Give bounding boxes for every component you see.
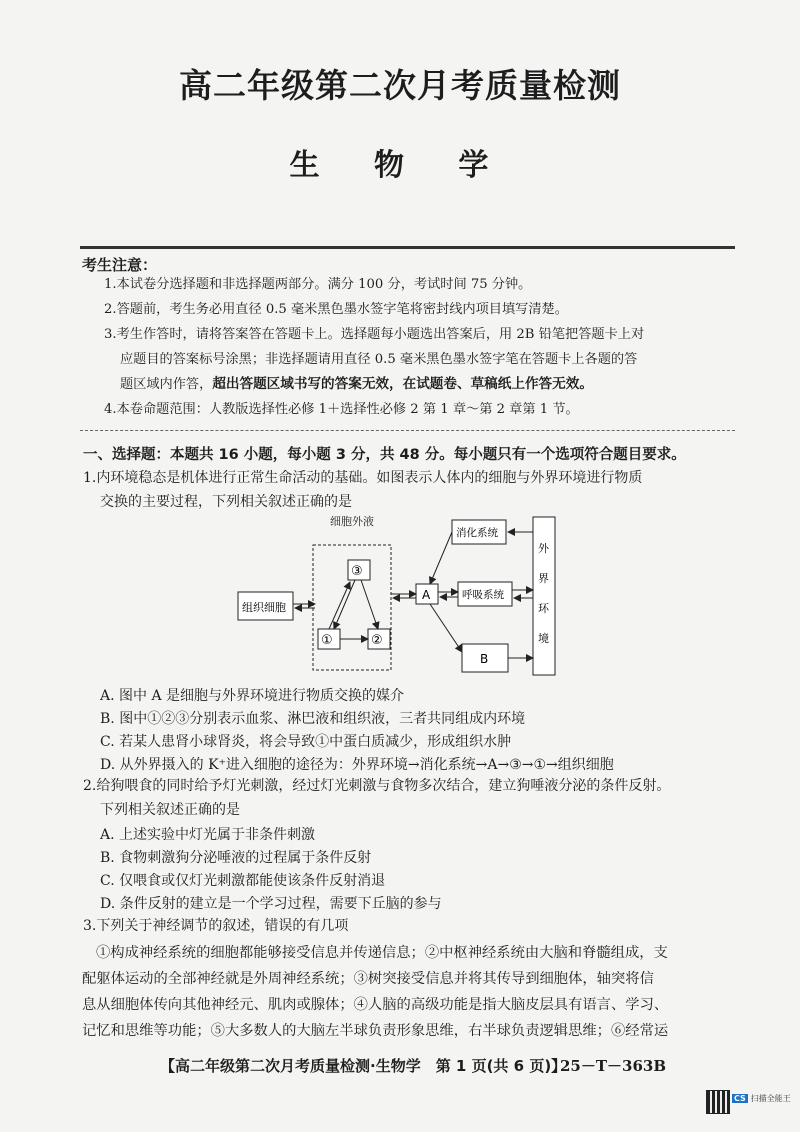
- extracellular-label: 细胞外液: [330, 515, 374, 528]
- exam-title: 高二年级第二次月考质量检测: [179, 66, 621, 105]
- notice-line-6: 4.本卷命题范围：人教版选择性必修 1＋选择性必修 2 第 1 章～第 2 章第 1 节。: [104, 402, 579, 417]
- q1-option-a: A. 图中 A 是细胞与外界环境进行物质交换的媒介: [100, 688, 405, 704]
- notice-line-1: 1.本试卷分选择题和非选择题两部分。满分 100 分，考试时间 75 分钟。: [104, 277, 532, 292]
- scanner-label: 扫描全能王: [750, 1094, 791, 1103]
- respiratory-system-label: 呼吸系统: [462, 589, 504, 601]
- q1-option-b: B. 图中①②③分别表示血浆、淋巴液和组织液，三者共同组成内环境: [100, 711, 526, 727]
- node-b-label: B: [480, 652, 489, 666]
- q3-para-line-4: 记忆和思维等功能；⑤大多数人的大脑左半球负责形象思维，右半球负责逻辑思维；⑥经常运: [82, 1023, 669, 1039]
- notice-bold-warning: 超出答题区域书写的答案无效，在试题卷、草稿纸上作答无效。: [212, 376, 593, 392]
- subject-title: 生 物 学: [289, 148, 511, 183]
- q2-stem-line-1: 2.给狗喂食的同时给予灯光刺激，经过灯光刺激与食物多次结合，建立狗唾液分泌的条件反射。: [83, 778, 671, 794]
- digestive-system-label: 消化系统: [456, 527, 498, 539]
- q2-option-a: A. 上述实验中灯光属于非条件刺激: [100, 827, 316, 843]
- qr-code-icon: [706, 1090, 730, 1114]
- external-environment-box: [533, 517, 555, 675]
- exam-code: 25－T－363B: [560, 1057, 667, 1075]
- q3-para-line-3: 息从细胞体传向其他神经元、肌肉或腺体；④人脑的高级功能是指大脑皮层具有语言、学习、: [82, 997, 669, 1013]
- node-a-label: A: [422, 588, 431, 602]
- tissue-cell-label: 组织细胞: [242, 601, 286, 614]
- q1-diagram: [230, 512, 570, 682]
- external-char-2: 界: [538, 572, 549, 585]
- page-footer: 【高二年级第二次月考质量检测·生物学 第 1 页(共 6 页)】: [160, 1057, 567, 1075]
- q3-para-line-2: 配躯体运动的全部神经就是外周神经系统；③树突接受信息并将其传导到细胞体，轴突将信: [82, 971, 654, 987]
- q1-stem-line-2: 交换的主要过程，下列相关叙述正确的是: [100, 494, 352, 510]
- external-char-4: 境: [538, 632, 549, 645]
- notice-line-5-text: 题区域内作答，: [120, 377, 213, 392]
- node-1-label: ①: [321, 633, 333, 648]
- notice-title: 考生注意：: [82, 256, 158, 274]
- notice-divider: [80, 430, 735, 431]
- node-3-label: ③: [351, 564, 363, 579]
- notice-line-3: 3.考生作答时，请将答案答在答题卡上。选择题每小题选出答案后，用 2B 铅笔把答题卡上对: [104, 327, 645, 342]
- scanner-logo-icon: CS: [734, 1094, 746, 1103]
- q2-stem-line-2: 下列相关叙述正确的是: [100, 802, 240, 818]
- section-heading: 一、选择题：本题共 16 小题，每小题 3 分，共 48 分。每小题只有一个选项符合题目要求。: [83, 447, 686, 463]
- external-char-3: 环: [538, 602, 549, 615]
- external-char-1: 外: [538, 542, 549, 555]
- node-2-label: ②: [371, 633, 383, 648]
- q2-option-c: C. 仅喂食或仅灯光刺激都能使该条件反射消退: [100, 873, 386, 889]
- q2-option-d: D. 条件反射的建立是一个学习过程，需要下丘脑的参与: [100, 896, 442, 912]
- notice-line-4: 应题目的答案标号涂黑；非选择题请用直径 0.5 毫米黑色墨水签字笔在答题卡上各题的答: [120, 352, 638, 367]
- q3-para-line-1: ①构成神经系统的细胞都能够接受信息并传递信息；②中枢神经系统由大脑和脊髓组成，支: [96, 945, 668, 961]
- q1-stem-line-1: 1.内环境稳态是机体进行正常生命活动的基础。如图表示人体内的细胞与外界环境进行物质: [83, 470, 643, 486]
- q1-option-d: D. 从外界摄入的 K⁺进入细胞的途径为：外界环境→消化系统→A→③→①→组织细胞: [100, 757, 614, 773]
- notice-line-5: [120, 372, 593, 397]
- scanner-watermark: [732, 1093, 791, 1104]
- header-divider: [80, 246, 735, 249]
- q2-option-b: B. 食物刺激狗分泌唾液的过程属于条件反射: [100, 850, 372, 866]
- notice-line-2: 2.答题前，考生务必用直径 0.5 毫米黑色墨水签字笔将密封线内项目填写清楚。: [104, 302, 568, 317]
- q1-option-c: C. 若某人患肾小球肾炎，将会导致①中蛋白质减少，形成组织水肿: [100, 734, 512, 750]
- q3-stem: 3.下列关于神经调节的叙述，错误的有几项: [83, 918, 349, 934]
